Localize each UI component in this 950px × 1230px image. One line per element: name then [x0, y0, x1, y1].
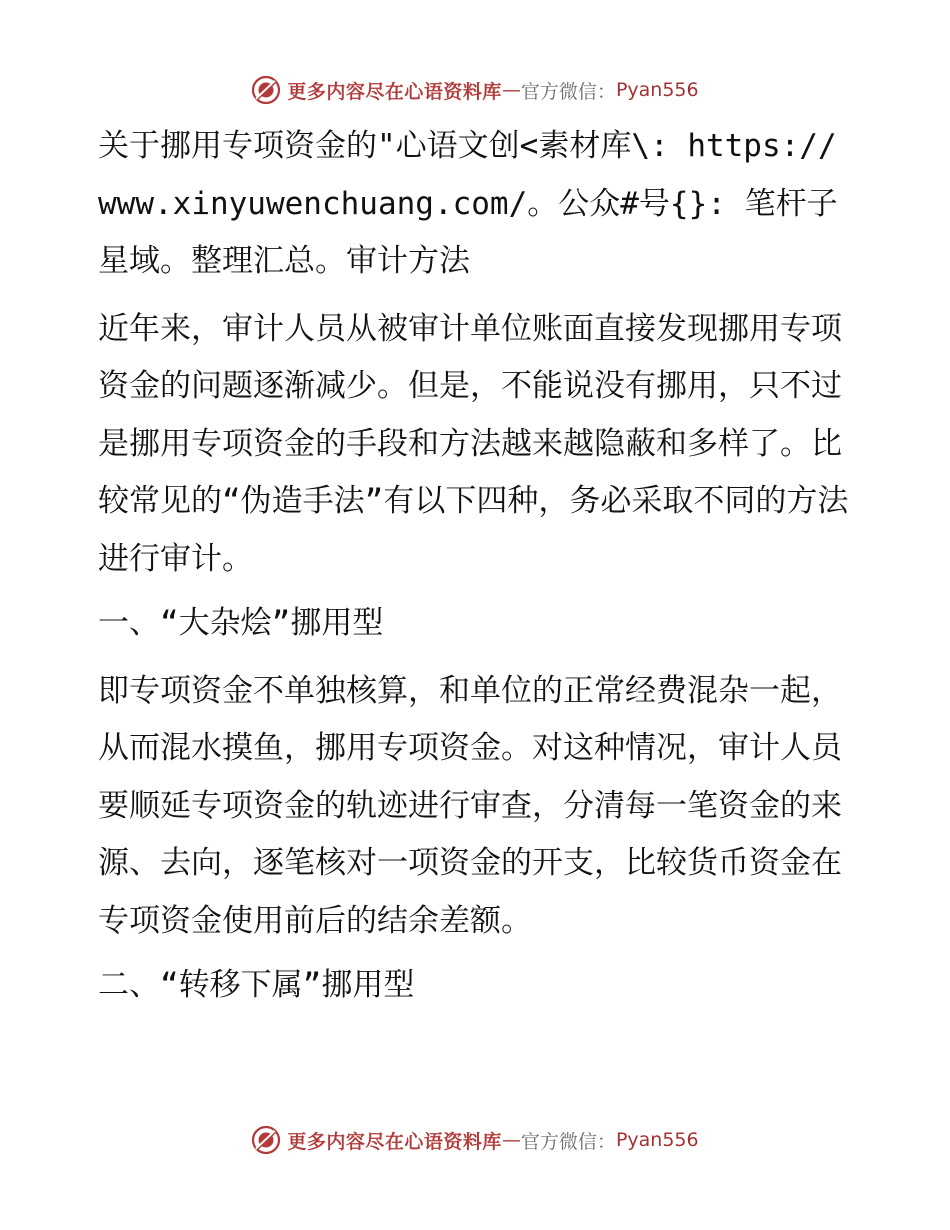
- banner-dash: —: [501, 1129, 521, 1151]
- banner-wechat-label: 官方微信：: [520, 80, 616, 103]
- paragraph-section-1: 即专项资金不单独核算，和单位的正常经费混杂一起，从而混水摸鱼，挪用专项资金。对这种情况，审计人员要顺延专项资金的轨迹进行审查，分清每一笔资金的来源、去向，逐笔核对一项资金的开支，比较货币资金在专项资金使用前后的结余差额。: [98, 672, 842, 939]
- banner-dash: —: [501, 79, 521, 101]
- banner-wechat-id: Pyan556: [615, 1129, 699, 1151]
- brand-logo-icon: [251, 75, 281, 105]
- footer-banner: [0, 1120, 950, 1160]
- section-heading-2: 二、“转移下属”挪用型: [98, 967, 415, 1003]
- section-heading-1: 一、“大杂烩”挪用型: [98, 605, 384, 641]
- banner-wechat-id: Pyan556: [615, 79, 699, 101]
- header-banner: [0, 70, 950, 110]
- document-body: [98, 118, 850, 1025]
- paragraph-intro: 关于挪用专项资金的"心语文创<素材库\: https://www.xinyuwenchuang.com/。公众#号{}: 笔杆子星域。整理汇总。审计方法: [98, 128, 838, 279]
- brand-logo-icon: [251, 1125, 281, 1155]
- banner-brand-text: 更多内容尽在心语资料库: [287, 1130, 502, 1153]
- banner-wechat-label: 官方微信：: [520, 1130, 616, 1153]
- banner-brand-text: 更多内容尽在心语资料库: [287, 80, 502, 103]
- paragraph-overview: 近年来，审计人员从被审计单位账面直接发现挪用专项资金的问题逐渐减少。但是，不能说没有挪用，只不过是挪用专项资金的手段和方法越来越隐蔽和多样了。比较常见的“伪造手法”有以下四种，务必采取不同的方法进行审计。: [98, 310, 849, 577]
